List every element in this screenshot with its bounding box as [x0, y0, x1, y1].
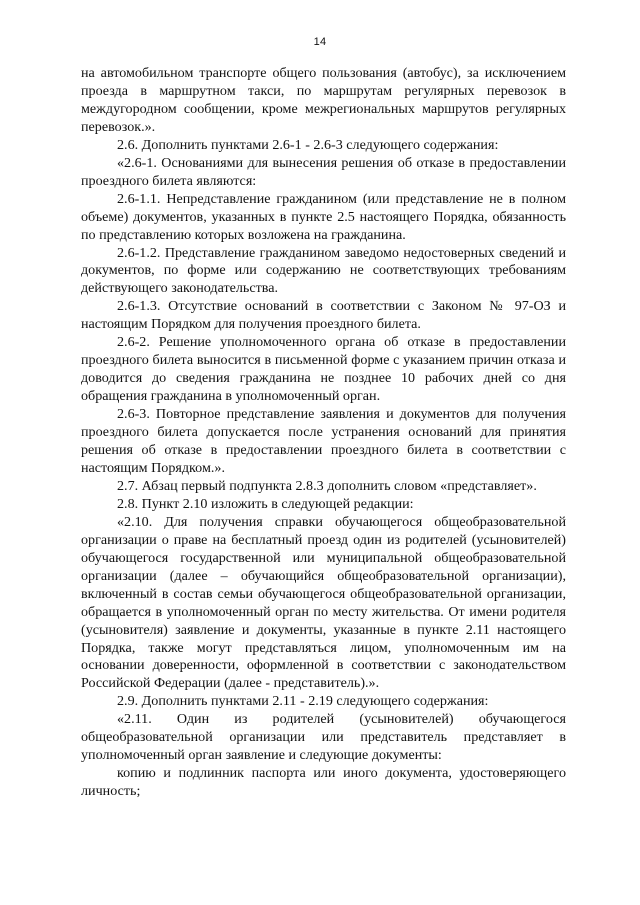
- paragraph-2-8: 2.8. Пункт 2.10 изложить в следующей редакции:: [117, 495, 414, 512]
- paragraph-2-6-1-1: 2.6-1.1. Непредставление гражданином (или представление не в полном объеме) документов, указанных в пункте 2.5 настоящего Порядка, обязанность по представлению которых возложена на гражданина.: [81, 190, 566, 243]
- paragraph-2-6-3: 2.6-3. Повторное представление заявления и документов для получения проездного билета допускается после устранения оснований для принятия решения об отказе в предоставлении проездного билета в соответствии с настоящим Порядком.».: [81, 406, 566, 476]
- page-number: 14: [313, 36, 327, 48]
- document-body: [81, 65, 566, 801]
- paragraph-2-7: 2.7. Абзац первый подпункта 2.8.3 дополнить словом «представляет».: [117, 477, 537, 494]
- paragraph-2-6-1-2: 2.6-1.2. Представление гражданином заведомо недостоверных сведений и документов, по форме или содержанию не соответствующих требованиям действующего законодательства.: [81, 244, 566, 297]
- paragraph-2-6: 2.6. Дополнить пунктами 2.6-1 - 2.6-3 следующего содержания:: [117, 136, 499, 153]
- paragraph-2-11: «2.11. Один из родителей (усыновителей) обучающегося общеобразовательной организации или представитель представляет в уполномоченный орган заявление и следующие документы:: [81, 711, 566, 764]
- paragraph-2-6-1: «2.6-1. Основаниями для вынесения решения об отказе в предоставлении проездного билета являются:: [81, 154, 566, 189]
- paragraph-2-6-1-3: 2.6-1.3. Отсутствие оснований в соответствии с Законом № 97-ОЗ и настоящим Порядком для получения проездного билета.: [81, 298, 566, 333]
- paragraph-2-9: 2.9. Дополнить пунктами 2.11 - 2.19 следующего содержания:: [117, 693, 489, 710]
- list-item-passport: копию и подлинник паспорта или иного документа, удостоверяющего личность;: [81, 765, 566, 800]
- paragraph-2-10: «2.10. Для получения справки обучающегося общеобразовательной организации о праве на бесплатный проезд один из родителей (усыновителей) обучающегося государственной или муниципальной общеобразовательной организации (далее – обучающийся общеобразовательной организации), включенный в состав семьи обучающегося общеобразовательной организации, обращается в уполномоченный орган по месту жительства. От имени родителя (усыновителя) заявление и документы, указанные в пункте 2.11 настоящего Порядка, также могут представляться лицом, уполномоченным им на основании доверенности, оформленной в соответствии с законодательством Российской Федерации (далее - представитель).».: [81, 513, 566, 692]
- paragraph-2-6-2: 2.6-2. Решение уполномоченного органа об отказе в предоставлении проездного билета выносится в письменной форме с указанием причин отказа и доводится до сведения гражданина не позднее 10 рабочих дней со дня обращения гражданина в уполномоченный орган.: [81, 334, 566, 405]
- paragraph-continuation: на автомобильном транспорте общего пользования (автобус), за исключением проезда в маршрутном такси, по маршрутам регулярных перевозок в междугородном сообщении, кроме межрегиональных маршрутов регулярных перевозок.».: [81, 65, 566, 135]
